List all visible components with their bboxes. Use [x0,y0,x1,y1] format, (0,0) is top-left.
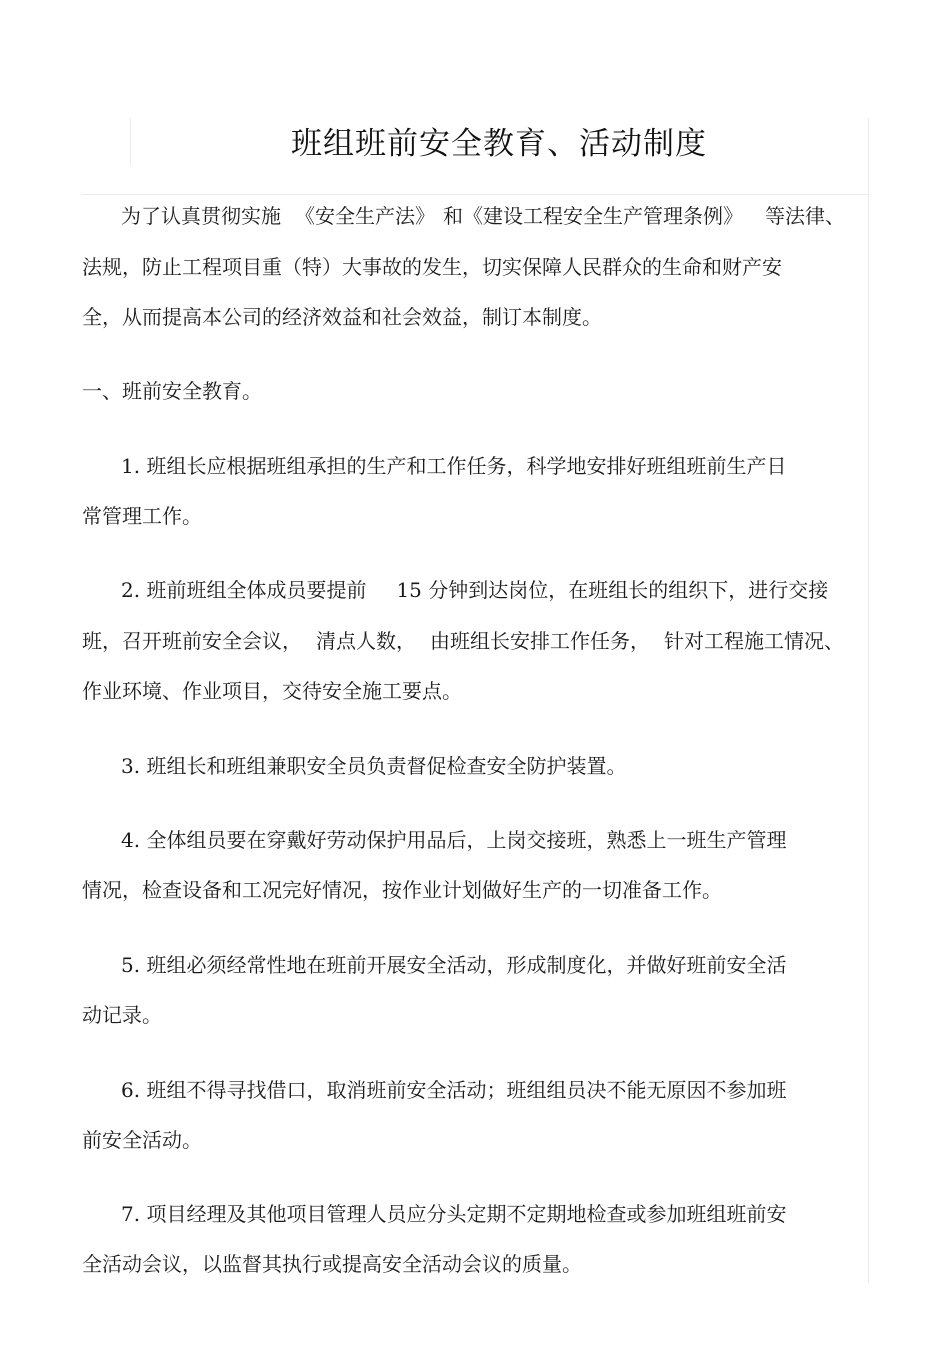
item-7-line-2: 全活动会议，以监督其执行或提高安全活动会议的质量。 [82,1252,582,1276]
item-4-line-1: 4. 全体组员要在穿戴好劳动保护用品后，上岗交接班，熟悉上一班生产管理 [121,828,787,852]
item-text: 15 分钟到达岗位，在班组长的组织下，进行交接 [396,578,829,602]
item-text: 由班组长安排工作任务， [430,629,650,653]
item-2-line-2 [82,626,844,656]
regulation-name: 和《建设工程安全生产管理条例》 [443,204,743,228]
item-5-line-2: 动记录。 [82,1003,162,1027]
item-3-line-1: 3. 班组长和班组兼职安全员负责督促检查安全防护装置。 [121,754,627,778]
item-text: 针对工程施工情况、 [664,629,844,653]
item-5-line-1: 5. 班组必须经常性地在班前开展安全活动，形成制度化，并做好班前安全活 [121,953,787,977]
table-rule-top [82,194,869,195]
intro-line-3: 全，从而提高本公司的经济效益和社会效益，制订本制度。 [82,305,602,329]
item-text: 班，召开班前安全会议， [82,629,302,653]
item-4-line-2: 情况，检查设备和工况完好情况，按作业计划做好生产的一切准备工作。 [82,878,722,902]
item-1-line-2: 常管理工作。 [82,504,202,528]
item-7-line-1: 7. 项目经理及其他项目管理人员应分头定期不定期地检查或参加班组班前安 [121,1202,787,1226]
document-title: 班组班前安全教育、活动制度 [291,126,707,162]
item-text: 清点人数， [316,629,416,653]
item-6-line-1: 6. 班组不得寻找借口，取消班前安全活动；班组组员决不能无原因不参加班 [121,1078,787,1102]
item-2-line-1 [121,575,828,605]
item-text: 2. 班前班组全体成员要提前 [121,578,367,602]
item-1-line-1: 1. 班组长应根据班组承担的生产和工作任务，科学地安排好班组班前生产日 [121,454,787,478]
law-name: 《安全生产法》 [295,204,435,228]
intro-text: 为了认真贯彻实施 [121,204,281,228]
section-heading: 一、班前安全教育。 [82,379,262,403]
table-rule-right [868,118,869,1283]
intro-text: 等法律、 [765,204,845,228]
item-6-line-2: 前安全活动。 [82,1128,202,1152]
intro-line-1 [121,201,845,231]
intro-line-2: 法规，防止工程项目重（特）大事故的发生，切实保障人民群众的生命和财产安 [82,255,782,279]
item-2-line-3: 作业环境、作业项目，交待安全施工要点。 [82,679,462,703]
